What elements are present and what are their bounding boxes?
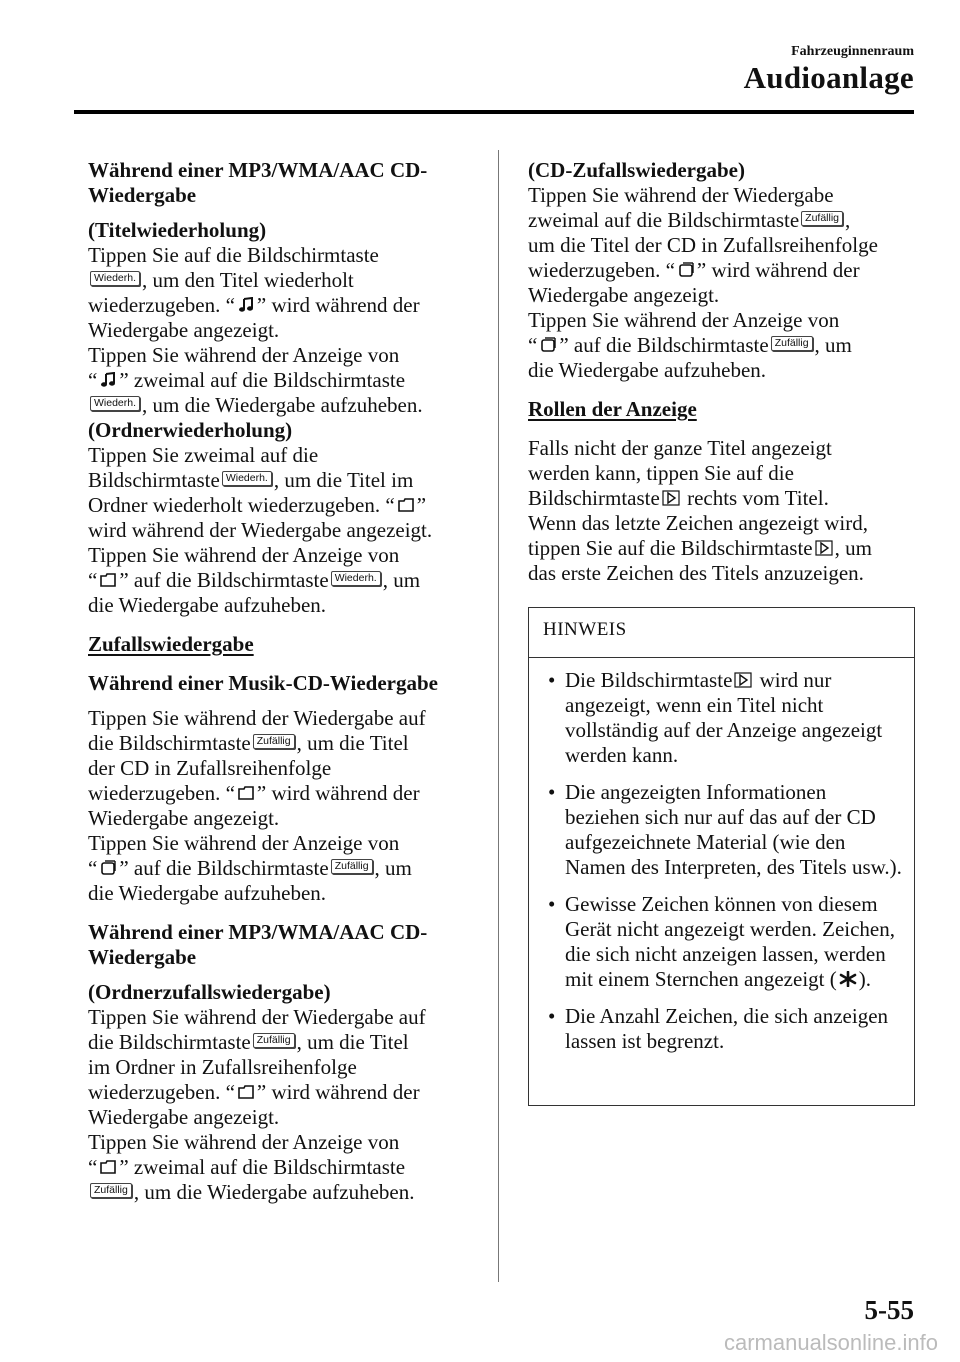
note-title: HINWEIS [529,608,914,658]
repeat-button: Wiederh. [331,571,381,586]
asterisk-icon [839,971,857,987]
disc-icon [99,860,117,876]
folder-icon [99,572,117,588]
subheading-cd-random: (CD-Zufallswiedergabe) [528,158,745,182]
page-title: Audioanlage [743,60,914,95]
folder-icon [237,1084,255,1100]
bullet: • [548,780,556,804]
heading-mp3-playback: Während einer MP3/WMA/AAC CD-Wiedergabe [88,158,428,207]
note-item: • Die Anzahl Zeichen, die sich anzeigen lassen ist begrenzt. [548,1004,889,1053]
header-rule [74,110,914,114]
heading-mp3-playback-2: Während einer MP3/WMA/AAC CD-Wiedergabe [88,920,428,969]
heading-random-playback: Zufallswiedergabe [88,632,254,656]
folder-icon [99,1159,117,1175]
random-button: Zufällig [90,1183,132,1198]
disc-icon [677,262,695,278]
repeat-button: Wiederh. [90,396,140,411]
folder-icon [237,785,255,801]
paragraph-cd-random: Tippen Sie während der Wiedergabe zweimal auf die Bildschirmtaste Zufällig , um die Titel der CD in Zufallsreihenfolge wiederzugeben. “ ” wird während der Wiedergabe angezeigt. Tippen Sie während der Anzeige von “ ” auf die Bildschirmtaste Zufällig , um die Wiedergabe aufzuheben. [528,183,878,382]
note-icon [237,297,255,313]
column-divider [498,150,499,1282]
folder-icon [397,497,415,513]
scroll-right-icon [662,490,680,506]
scroll-right-icon [815,540,833,556]
heading-scroll-display: Rollen der Anzeige [528,397,697,421]
paragraph-scroll-display: Falls nicht der ganze Titel angezeigt werden kann, tippen Sie auf die Bildschirmtaste rechts vom Titel. Wenn das letzte Zeichen angezeigt wird, tippen Sie auf die Bildschirmtaste , um das erste Zeichen des Titels anzuzeigen. [528,436,872,585]
right-column [528,158,918,586]
subheading-folder-repeat: (Ordnerwiederholung) [88,418,293,442]
note-box [528,607,915,1106]
paragraph-folder-random: Tippen Sie während der Wiedergabe auf die Bildschirmtaste Zufällig , um die Titel im Ordner in Zufallsreihenfolge wiederzugeben. “ ” wird während der Wiedergabe angezeigt. Tippen Sie während der Anzeige von “ ” zweimal auf die Bildschirmtaste Zufällig , um die Wiedergabe aufzuheben. [88,1005,426,1204]
random-button: Zufällig [801,211,843,226]
scroll-right-icon [734,672,752,688]
watermark: carmanualsonline.info [723,1330,938,1355]
note-icon [99,372,117,388]
note-item: • Die Bildschirmtaste wird nur angezeigt, wenn ein Titel nicht vollständig auf der Anzeige angezeigt werden kann. [548,668,883,767]
page-number: 5-55 [864,1295,914,1325]
subheading-track-repeat: (Titelwiederholung) [88,218,267,242]
note-item: • Die angezeigten Informationen beziehen sich nur auf das auf der CD aufgezeichnete Material (wie den Namen des Interpreten, des Titels usw.). [548,780,902,879]
paragraph-track-repeat: Tippen Sie auf die Bildschirmtaste Wiederh. , um den Titel wiederholt wiederzugeben. “ ” wird während der Wiedergabe angezeigt. Tippen Sie während der Anzeige von “ ” zweimal auf die Bildschirmtaste Wiederh. , um die Wiedergabe aufzuheben. [88,243,423,417]
bullet: • [548,892,556,916]
disc-icon [539,337,557,353]
note-list [529,658,914,1054]
paragraph-music-cd-random: Tippen Sie während der Wiedergabe auf die Bildschirmtaste Zufällig , um die Titel der CD in Zufallsreihenfolge wiederzugeben. “ ” wird während der Wiedergabe angezeigt. Tippen Sie während der Anzeige von “ ” auf die Bildschirmtaste Zufällig , um die Wiedergabe aufzuheben. [88,706,426,905]
subheading-folder-random: (Ordnerzufallswiedergabe) [88,980,331,1004]
repeat-button: Wiederh. [90,271,140,286]
left-column [88,158,480,1205]
bullet: • [548,1004,556,1028]
random-button: Zufällig [331,859,373,874]
bullet: • [548,668,556,692]
section-label: Fahrzeuginnenraum [791,44,914,59]
note-item: • Gewisse Zeichen können von diesem Gerät nicht angezeigt werden. Zeichen, die sich nicht anzeigen lassen, werden mit einem Sternchen angezeigt ( ). [548,892,896,991]
heading-music-cd: Während einer Musik-CD-Wiedergabe [88,671,438,695]
random-button: Zufällig [771,336,813,351]
paragraph-folder-repeat: Tippen Sie zweimal auf die Bildschirmtaste Wiederh. , um die Titel im Ordner wiederholt wiederzugeben. “ ” wird während der Wiedergabe angezeigt. Tippen Sie während der Anzeige von “ ” auf die Bildschirmtaste Wiederh. , um die Wiedergabe aufzuheben. [88,443,433,617]
random-button: Zufällig [253,734,295,749]
repeat-button: Wiederh. [222,471,272,486]
random-button: Zufällig [253,1033,295,1048]
